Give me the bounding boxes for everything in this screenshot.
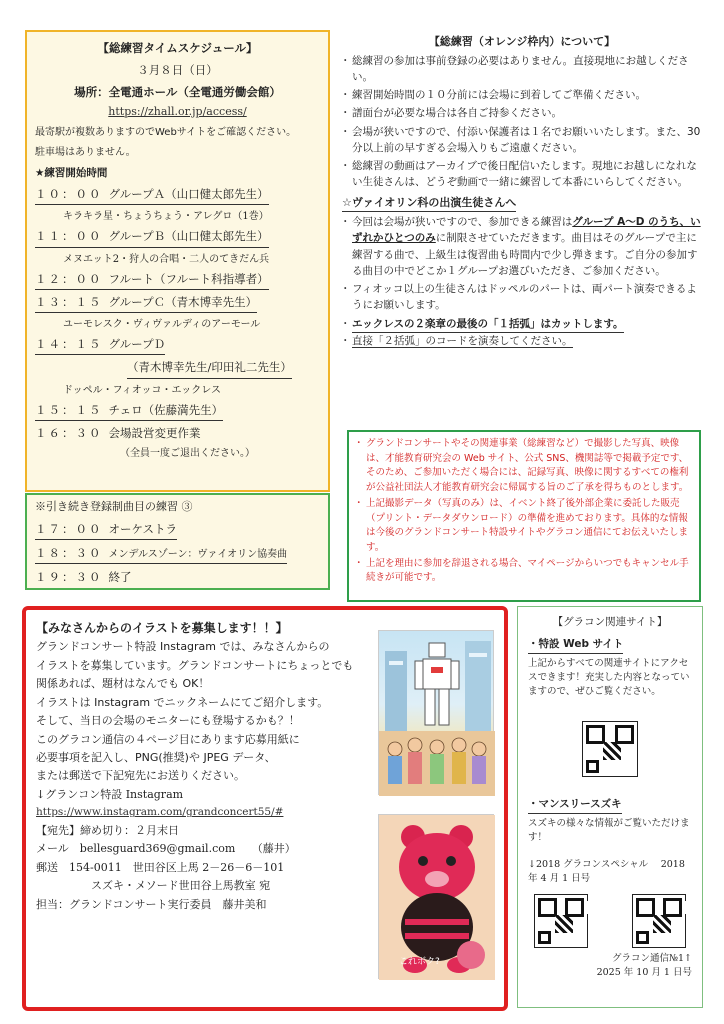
start-time-heading: ★練習開始時間 [35, 167, 108, 180]
rehearsal-schedule-box [25, 30, 330, 492]
slot-group-a-pieces: キラキラ星・ちょうちょう・アレグロ（1巻） [63, 211, 269, 223]
special-site-heading: ・特設 Web サイト [528, 637, 623, 654]
about-bullet: ・ 総練習の動画はアーカイブで後日配信いたします。現地にお越しになれない生徒さんは、どうぞ動画で一緒に練習して本番にいらしてください。 [342, 158, 702, 191]
instagram-label: ↓グランコン特設 Instagram [36, 787, 184, 801]
special-issue-label: ↓2018 グラコンスペシャル 2018 年 4 月 1 日号 [528, 858, 685, 884]
about-bullet: ・ 会場が狭いですので、付添い保護者は１名でお願いいたします。また、30分以上前の早すぎる会場入りもご遠慮ください。 [342, 124, 702, 157]
slot-group-d-pieces: ドッペル・フィオッコ・エックレス [63, 384, 221, 396]
red-bear-illustration-image [378, 814, 494, 979]
slot-setup-change: １６：３０ 会場設営変更作業 [35, 425, 201, 440]
illustration-text: イラストは Instagram でニックネームにてご紹介します。 [36, 695, 329, 709]
slot-group-d-teachers: （青木博幸先生/印田礼二先生） [127, 359, 320, 378]
slot-group-a: １０：００ グループＡ（山口健太郎先生） [35, 186, 320, 205]
special-site-qr-code[interactable] [582, 721, 638, 777]
robot-illustration-image [378, 630, 494, 795]
special-site-text: 上記からすべての関連サイトにアクセスできます！充実した内容となっていますので、ぜひご覧ください。 [528, 657, 690, 697]
station-note: 最寄駅が複数ありますのでWebサイトをご確認ください。 [35, 127, 297, 139]
schedule-title: 【総練習タイムスケジュール】 [97, 41, 258, 55]
about-title: 【総練習（オレンジ枠内）について】 [428, 35, 616, 48]
violin-section-heading: ☆ヴァイオリン科の出演生徒さんへ [342, 195, 516, 213]
about-bullet: ・ 総練習の参加は事前登録の必要はありません。直接現地にお越しください。 [342, 53, 702, 86]
photo-rights-notice [347, 430, 701, 602]
illustration-text: イラストを募集しています。グランドコンサートにちょっとでも [36, 658, 354, 672]
slot-setup-note: （全員一度ご退出ください。） [120, 448, 255, 459]
violin-bullet-eccles: ・ エックレスの２楽章の最後の「１括弧」はカットします。 [342, 316, 702, 333]
monthly-suzuki-heading: ・マンスリースズキ [528, 797, 622, 814]
slot-flute: １２：００ フルート（フルート科指導者） [35, 271, 320, 290]
schedule-date: ３月８日（日） [137, 63, 218, 78]
violin-bullet-group-limit: ・ 今回は会場が狭いですので、参加できる練習はグループ A～D のうち、いずれかひとつのみに制限させていただきます。曲目はそのグループで主に練習する曲で、上級生は復習曲も時間内で少し弾きます。ご自分の参加する曲目の中でどこか１グループお選びいただき、ご参加ください。 [342, 214, 702, 279]
slot-group-b: １１：００ グループＢ（山口健太郎先生） [35, 228, 320, 247]
contact-postal: 郵送 154-0011 世田谷区上馬 2－26－6－101 [36, 860, 285, 874]
slot-mendelssohn: １８：３０ メンデルスゾーン：ヴァイオリン協奏曲 [35, 545, 320, 564]
slot-cello: １５：１５ チェロ（佐藤満先生） [35, 402, 320, 421]
illustration-text: グランドコンサート特設 Instagram では、みなさんからの [36, 640, 330, 654]
slot-end: １９：３０ 終了 [35, 570, 132, 584]
related-sites-box [517, 606, 703, 1008]
illustration-text: 関係あれば、題材はなんでも OK！ [36, 677, 210, 691]
illustration-call-box [22, 606, 508, 1011]
deadline: 【宛先】締め切り：２月末日 [36, 824, 179, 837]
illustration-text: 必要事項を記入し、PNG(推奨)や JPEG データ、 [36, 750, 276, 764]
violin-bullet-doppel: ・ フィオッコ以上の生徒さんはドッペルのパートは、両パート演奏できるようにお願いします。 [342, 281, 702, 314]
bear-caption: これボク? [399, 956, 440, 967]
illustration-text: そして、当日の会場のモニターにも登場するかも？！ [36, 714, 300, 728]
about-rehearsal-section [342, 34, 702, 349]
illustration-text: このグラコン通信の４ページ目にあります応募用紙に [36, 732, 300, 746]
parking-note: 駐車場はありません。 [35, 147, 136, 159]
contact-postal-name: スズキ・メソード世田谷上馬教室 宛 [91, 879, 271, 893]
notice-item: ・ グランドコンサートやその関連事業（総練習など）で撮影した写真、映像は、才能教育研究会の Web サイト、公式 SNS、機関誌等で掲載予定です、そのため、ご参加いただく場合には、記録写真、映像に関するすべての権利が公益社団法人才能教育研究会に帰属する旨のご了承を得ちものとします。 [357, 437, 691, 496]
slot-orchestra: １７：００ オーケストラ [35, 521, 320, 540]
illustration-text: または郵送で下記宛先にお送りください。 [36, 769, 245, 783]
about-bullet: ・ 練習開始時間の１０分前には会場に到着してご準備ください。 [342, 87, 702, 103]
newsletter-issue-label: グラコン通信№1↑ [612, 953, 692, 964]
monthly-suzuki-text: スズキの様々な情報がご覧いただけます！ [528, 818, 690, 844]
slot-group-d: １４：１５ グループＤ [35, 336, 320, 355]
contact-email: メール bellesguard369@gmail.com （藤井） [36, 842, 296, 856]
newsletter-date: 2025 年 10 月 1 日号 [596, 967, 692, 979]
notice-item: ・ 上記撮影データ（写真のみ）は、イベント終了後外部企業に委託した販売（プリント・データダウンロード）の準備を進めております。具体的な情報は今後のグランドコンサート特設サイトやグラコン通信にてお伝えいたします。 [357, 497, 691, 556]
slot-group-c: １３：１５ グループＣ（青木博幸先生） [35, 294, 320, 313]
violin-bullet-eccles-note: ・ 直接「２括弧」のコードを演奏してください。 [342, 333, 702, 349]
slot-group-c-pieces: ユーモレスク・ヴィヴァルディのアーモール [63, 319, 261, 330]
illustration-title: 【みなさんからのイラストを募集します！！】 [36, 621, 288, 635]
newsletter-qr-code[interactable] [632, 894, 686, 948]
slot-group-b-pieces: メヌエット2・狩人の合唱・二人のてきだん兵 [63, 253, 270, 265]
registration-practice-box [25, 493, 330, 590]
instagram-link[interactable]: https://www.instagram.com/grandconcert55/# [36, 806, 284, 819]
about-bullet: ・ 譜面台が必要な場合は各自ご持参ください。 [342, 105, 702, 121]
contact-person: 担当：グランドコンサート実行委員 藤井美和 [36, 897, 267, 911]
schedule-place: 場所：全電通ホール（全電通労働会館） [74, 84, 281, 99]
special-issue-qr-code[interactable] [534, 894, 588, 948]
related-sites-title: 【グラコン関連サイト】 [552, 616, 668, 628]
notice-item: ・ 上記を理由に参加を辞退される場合、マイページからいつでもキャンセル手続きが可能です。 [357, 557, 691, 586]
registration-heading: ※引き続き登録制曲目の練習 ③ [35, 500, 193, 513]
venue-access-link[interactable]: https://zhall.or.jp/access/ [108, 104, 247, 118]
